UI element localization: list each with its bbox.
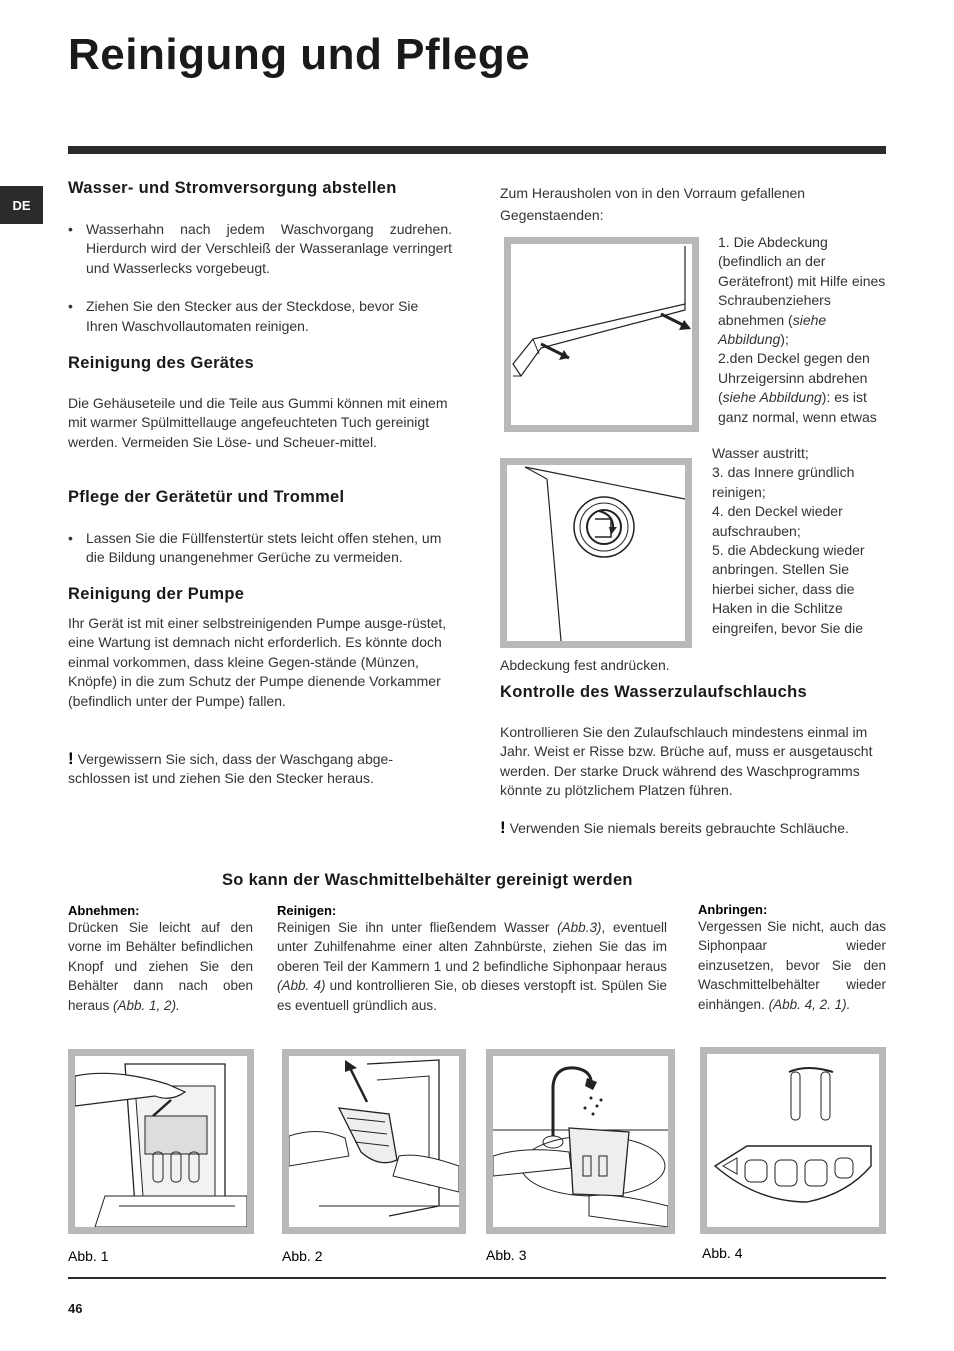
heading-detergent-drawer: So kann der Waschmittelbehälter gereinigt werden [222,871,633,889]
hose-check-text: Kontrollieren Sie den Zulaufschlauch mindestens einmal im Jahr. Weist er Risse bzw. Brüche auf, muss er ausgetauscht werden. Der starke Druck während des Waschprogramms könnte zu plötzlichem Platzen führen. [500,724,873,799]
title-rule [68,146,886,154]
siphon-pair-illustration [707,1054,879,1227]
steps-part-1: 1. Die Abdeckung (befindlich an der Gerätefront) mit Hilfe eines Schraubenziehers abnehmen (siehe Abbildung); 2.den Deckel gegen den Uhrzeigersinn abdrehen (siehe Abbildung): es ist ganz normal, wenn etwas [718,234,886,425]
caption-abb-4: Abb. 4 [702,1245,743,1261]
door-drum-list [68,529,458,587]
list-item: • Wasserhahn nach jedem Waschvorgang zudrehen. Hierdurch wird der Verschleiß der Wasseranlage verringert und Wasserlecks vorgebeugt. [68,220,452,278]
subheading-remove: Abnehmen: [68,903,140,918]
footer-rule [68,1277,886,1279]
attach-text: Vergessen Sie nicht, auch das Siphonpaar wieder einzusetzen, bevor Sie den Waschmittelbehälter wieder einhängen. (Abb. 4, 2. 1). [698,919,886,1012]
heading-door-drum: Pflege der Gerätetür und Trommel [68,488,345,506]
figure-cover-removal [504,237,699,432]
hose-warning: ! Verwenden Sie niemals bereits gebrauchte Schläuche. [500,818,849,837]
column-attach [698,902,886,1014]
clean-text: Reinigen Sie ihn unter fließendem Wasser (Abb.3), eventuell unter Zuhilfenahme einer alten Zahnbürste, ziehen Sie das im oberen Teil der Kammern 1 und 2 befindliche Siphonpaar heraus (Abb. 4) und kontrollieren Sie, ob dieses verstopft ist. Spülen Sie es eventuell gründlich aus. [277,920,668,1013]
column-clean [277,903,667,1015]
heading-water-power: Wasser- und Stromversorgung abstellen [68,179,397,197]
figure-abb-1 [68,1049,254,1234]
heading-hose-check: Kontrolle des Wasserzulaufschlauchs [500,683,807,701]
caption-abb-2: Abb. 2 [282,1248,323,1264]
page-number: 46 [68,1301,83,1316]
pump-warning: ! Vergewissern Sie sich, dass der Waschgang abge-schlossen ist und ziehen Sie den Stecker heraus. [68,749,393,787]
list-item: • Ziehen Sie den Stecker aus der Steckdose, bevor Sie Ihren Waschvollautomaten reinigen. [68,297,452,336]
list-item: • Lassen Sie die Füllfenstertür stets leicht offen stehen, um die Bildung unangenehmer Gerüche zu vermeiden. [68,529,458,568]
pump-lid-illustration [507,465,685,641]
figure-abb-3 [486,1049,675,1234]
remove-text: Drücken Sie leicht auf den vorne im Behälter befindlichen Knopf und ziehen Sie den Behälter dann nach oben heraus (Abb. 1, 2). [68,920,253,1013]
drawer-pull-illustration [289,1056,459,1227]
language-tab: DE [0,186,43,224]
page-title: Reinigung und Pflege [68,30,531,79]
drawer-wash-illustration [493,1056,668,1227]
warning-mark: ! [68,749,74,768]
figure-pump-lid [500,458,692,648]
caption-abb-3: Abb. 3 [486,1247,527,1263]
steps-part-2: Wasser austritt; 3. das Innere gründlich reinigen; 4. den Deckel wieder aufschrauben; 5. die Abdeckung wieder anbringen. Stellen Sie hierbei sicher, dass die Haken in die Schlitze eingreifen, bevor Sie die [712,445,865,636]
water-power-list [68,220,452,355]
subheading-clean: Reinigen: [277,903,337,918]
steps-end: Abdeckung fest andrücken. [500,657,670,673]
caption-abb-1: Abb. 1 [68,1248,109,1264]
retrieval-intro: Zum Herausholen von in den Vorraum gefallenen Gegenstaenden: [500,185,806,223]
warning-mark: ! [500,818,506,837]
pump-cleaning-text: Ihr Gerät ist mit einer selbstreinigenden Pumpe ausge-rüstet, eine Wartung ist demnach nicht erforderlich. Es könnte doch einmal vorkommen, dass kleine Gegen-stände (Münzen, Knöpfe) in die zum Schutz der Pumpe dienende Vorkammer (befindlich unter der Pumpe) fallen. [68,615,447,709]
cover-removal-illustration [511,244,692,425]
heading-pump-cleaning: Reinigung der Pumpe [68,585,245,603]
subheading-attach: Anbringen: [698,902,768,917]
device-cleaning-text: Die Gehäuseteile und die Teile aus Gummi können mit einem mit warmer Spülmittellauge angefeuchteten Tuch gereinigt werden. Vermeiden Sie Löse- und Scheuer-mittel. [68,395,448,450]
heading-device-cleaning: Reinigung des Gerätes [68,354,255,372]
figure-abb-2 [282,1049,466,1234]
column-remove [68,903,253,1015]
drawer-press-illustration [75,1056,247,1227]
figure-abb-4 [700,1047,886,1234]
